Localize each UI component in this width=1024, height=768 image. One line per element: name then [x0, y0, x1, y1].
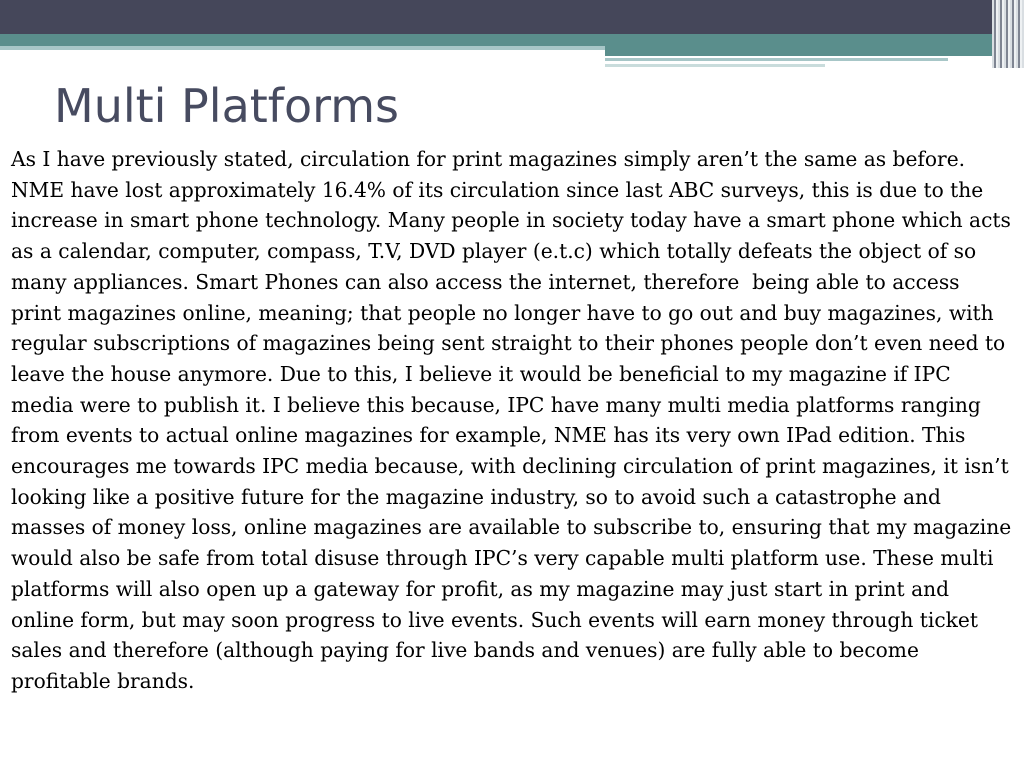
slide-title: Multi Platforms — [54, 79, 400, 133]
header-teal-band — [0, 34, 1024, 46]
header-light-line — [0, 46, 605, 50]
slide-body-text: As I have previously stated, circulation for print magazines simply aren’t the same as before. NME have lost approximately 16.4% of its circulation since last ABC surveys, this is due to the increase in smart phone technology. Many people in society today have a smart phone which acts as a calendar, computer, compass, T.V, DVD player (e.t.c) which totally defeats the object of so many appliances. Smart Phones can also access the internet, therefore being able to access print magazines online, meaning; that people no longer have to go out and buy magazines, with regular subscriptions of magazines being sent straight to their phones people don’t even need to leave the house anymore. Due to this, I believe it would be beneficial to my magazine if IPC media were to publish it. I believe this because, IPC have many multi media platforms ranging from events to actual online magazines for example, NME has its very own IPad edition. This encourages me towards IPC media because, with declining circulation of print magazines, it isn’t looking like a positive future for the magazine industry, so to avoid such a catastrophe and masses of money loss, online magazines are available to subscribe to, ensuring that my magazine would also be safe from total disuse through IPC’s very capable multi platform use. These multi platforms will also open up a gateway for profit, as my magazine may just start in print and online form, but may soon progress to live events. Such events will earn money through ticket sales and therefore (although paying for live bands and venues) are fully able to become profitable brands. — [11, 147, 1018, 693]
header-dark-bar — [0, 0, 1024, 34]
header-stripes — [992, 0, 1024, 68]
header-accent-line-1 — [605, 58, 948, 61]
header-teal-step — [605, 46, 1024, 56]
header-accent-line-2 — [605, 64, 825, 67]
